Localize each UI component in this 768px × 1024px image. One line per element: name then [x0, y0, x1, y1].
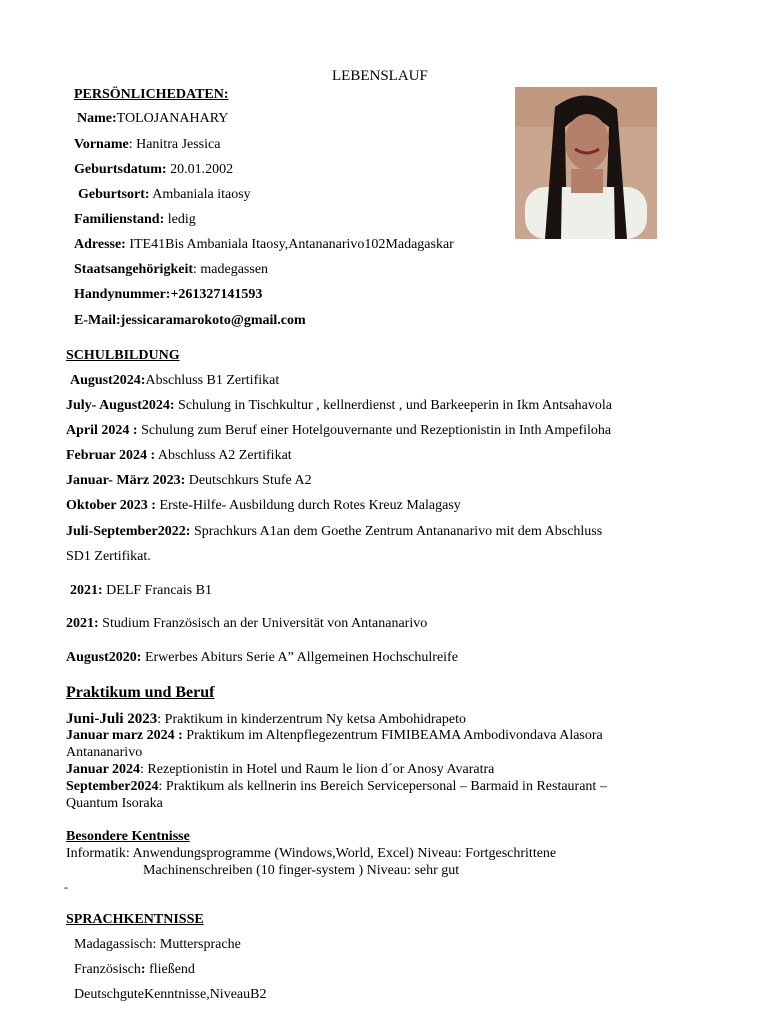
geburtsdatum-line	[74, 162, 233, 178]
schul-row	[66, 398, 612, 414]
email-line: E-Mail:jessicaramarokoto@gmail.com	[74, 313, 306, 328]
sprachkenntnisse-heading: SPRACHKENTNISSE	[66, 912, 204, 927]
geburtsort-line	[78, 187, 251, 203]
schul-row-label: Januar- März 2023:	[66, 473, 186, 488]
profile-photo	[515, 87, 657, 239]
praktikum-row-text: Praktikum im Altenpflegezentrum FIMIBEAMA Ambodivondava Alasora	[182, 728, 603, 743]
schul-row-label: 2021:	[66, 616, 99, 631]
familienstand-value: ledig	[164, 212, 196, 227]
schul-row-label: Oktober 2023 :	[66, 498, 156, 513]
name-label: Name:	[77, 111, 117, 126]
familienstand-line	[74, 212, 196, 228]
schul-row-label: Juli-September2022:	[66, 524, 191, 539]
schul-row-label: 2021:	[70, 583, 103, 598]
praktikum-row	[66, 728, 603, 744]
praktikum-row-label: September2024	[66, 779, 159, 794]
sprache-franzoesisch	[74, 962, 195, 978]
geburtsdatum-label: Geburtsdatum:	[74, 162, 167, 177]
sprache-colon: :	[140, 962, 146, 977]
schul-row	[66, 498, 461, 514]
praktikum-row-label: Januar marz 2024 :	[66, 728, 183, 743]
schul-row	[66, 423, 611, 439]
adresse-value: ITE41Bis Ambaniala Itaosy,Antananarivo102Madagaskar	[125, 237, 454, 252]
praktikum-row-label: Januar 2024	[66, 762, 141, 777]
schul-row-text: Erste-Hilfe- Ausbildung durch Rotes Kreuz Malagasy	[155, 498, 461, 513]
schul-row	[66, 524, 602, 540]
schul-row-text: Abschluss A2 Zertifikat	[155, 448, 292, 463]
schul-row-text: Deutschkurs Stufe A2	[185, 473, 312, 488]
maschinenschreiben-line: Machinenschreiben (10 finger-system ) Niveau: sehr gut	[143, 863, 460, 878]
schul-row	[66, 473, 312, 489]
adresse-line	[74, 237, 454, 253]
praktikum-row-label: Juni-Juli 2023	[66, 711, 158, 727]
schul-row	[70, 583, 212, 599]
familienstand-label: Familienstand:	[74, 212, 165, 227]
schulbildung-heading: SCHULBILDUNG	[66, 348, 180, 363]
schul-row-label: August2024:	[70, 373, 146, 388]
schul-row-continuation	[66, 549, 151, 565]
schul-row	[70, 373, 279, 389]
personal-data-heading: PERSÖNLICHEDATEN:	[74, 87, 229, 102]
schul-row-text: Sprachkurs A1an dem Goethe Zentrum Antananarivo mit dem Abschluss	[190, 524, 603, 539]
geburtsdatum-value: 20.01.2002	[166, 162, 234, 177]
praktikum-row-text: : Praktikum als kellnerin ins Bereich Servicepersonal – Barmaid in Restaurant –	[158, 779, 607, 794]
dash-mark: -	[64, 880, 68, 894]
praktikum-row	[66, 711, 466, 728]
schul-row-label: April 2024 :	[66, 423, 138, 438]
schul-row-text: SD1 Zertifikat.	[66, 549, 151, 564]
sprache-franzoesisch-label: Französisch	[74, 962, 141, 977]
document-title: LEBENSLAUF	[332, 68, 428, 84]
praktikum-row-text: : Praktikum in kinderzentrum Ny ketsa Ambohidrapeto	[157, 712, 466, 727]
handynummer-line: Handynummer:+261327141593	[74, 287, 263, 302]
schul-row	[66, 650, 458, 666]
sprache-madagassisch: Madagassisch: Muttersprache	[74, 937, 241, 952]
vorname-line	[74, 137, 220, 153]
portrait-image	[515, 87, 657, 239]
informatik-line: Informatik: Anwendungsprogramme (Windows,World, Excel) Niveau: Fortgeschrittene	[66, 846, 557, 861]
praktikum-row-text: Quantum Isoraka	[66, 796, 163, 811]
schul-row	[66, 448, 292, 464]
besondere-heading: Besondere Kentnisse	[66, 829, 190, 844]
staatsangehoerigkeit-value: : madegassen	[193, 262, 269, 277]
praktikum-row-continuation	[66, 745, 142, 761]
praktikum-heading: Praktikum und Beruf	[66, 684, 215, 701]
sprache-deutsch: DeutschguteKenntnisse,NiveauB2	[74, 987, 267, 1002]
sprache-franzoesisch-value: fließend	[145, 962, 195, 977]
schul-row-text: DELF Francais B1	[102, 583, 212, 598]
schul-row-text: Studium Französisch an der Universität von Antananarivo	[98, 616, 428, 631]
schul-row-label: July- August2024:	[66, 398, 175, 413]
schul-row-text: Abschluss B1 Zertifikat	[145, 373, 280, 388]
praktikum-row-continuation	[66, 796, 163, 812]
staatsangehoerigkeit-line	[74, 262, 268, 278]
praktikum-row	[66, 762, 494, 778]
praktikum-row-text: : Rezeptionistin in Hotel und Raum le lion d´or Anosy Avaratra	[140, 762, 495, 777]
praktikum-row	[66, 779, 607, 795]
schul-row-text: Schulung zum Beruf einer Hotelgouvernante und Rezeptionistin in Inth Ampefiloha	[137, 423, 612, 438]
schul-row-text: Schulung in Tischkultur , kellnerdienst , und Barkeeperin in Ikm Antsahavola	[174, 398, 612, 413]
praktikum-row-text: Antananarivo	[66, 745, 143, 760]
name-value: TOLOJANAHARY	[116, 111, 229, 126]
schul-row-text: Erwerbes Abiturs Serie A” Allgemeinen Hochschulreife	[141, 650, 458, 665]
staatsangehoerigkeit-label: Staatsangehörigkeit	[74, 262, 193, 277]
vorname-value: : Hanitra Jessica	[128, 137, 221, 152]
schul-row-label: Februar 2024 :	[66, 448, 156, 463]
schul-row-label: August2020:	[66, 650, 142, 665]
adresse-label: Adresse:	[74, 237, 126, 252]
schul-row	[66, 616, 427, 632]
name-line	[77, 111, 228, 127]
geburtsort-value: Ambaniala itaosy	[149, 187, 251, 202]
vorname-label: Vorname	[74, 137, 129, 152]
geburtsort-label: Geburtsort:	[78, 187, 150, 202]
